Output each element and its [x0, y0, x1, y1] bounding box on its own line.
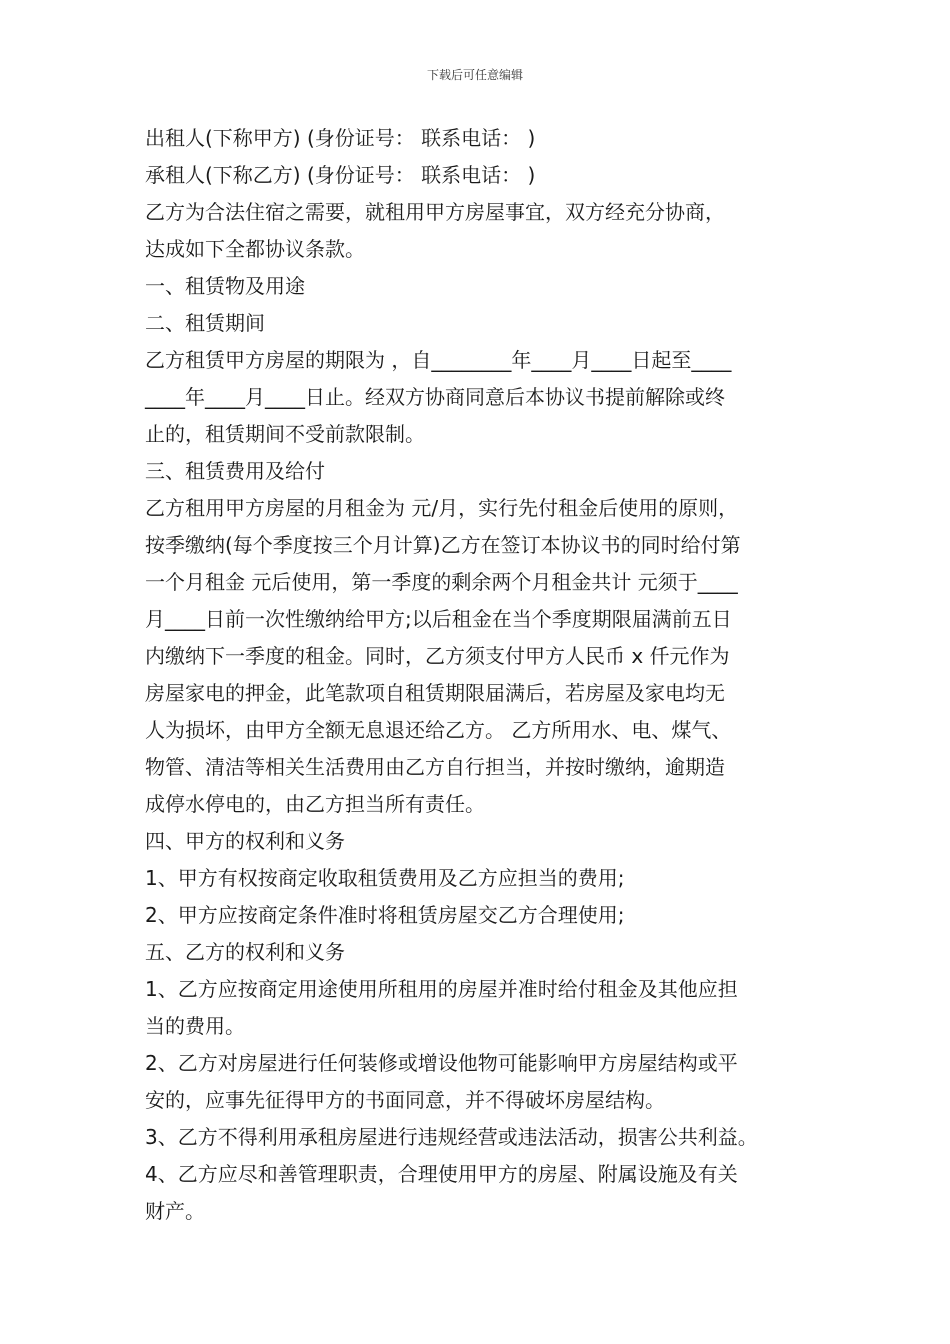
text-line: 月____日前一次性缴纳给甲方;以后租金在当个季度期限届满前五日	[145, 607, 732, 631]
text-line: 人为损坏，由甲方全额无息退还给乙方。 乙方所用水、电、煤气、	[145, 718, 732, 742]
text-line: 2、甲方应按商定条件准时将租赁房屋交乙方合理使用;	[145, 903, 625, 927]
text-line: 2、乙方对房屋进行任何装修或增设他物可能影响甲方房屋结构或平	[145, 1051, 738, 1075]
section-heading: 五、乙方的权利和义务	[145, 940, 345, 964]
text-line: 一个月租金 元后使用，第一季度的剩余两个月租金共计 元须于____	[145, 570, 738, 594]
text-line: 成停水停电的，由乙方担当所有责任。	[145, 792, 485, 816]
section-heading: 四、甲方的权利和义务	[145, 829, 345, 853]
text-line: 乙方租赁甲方房屋的期限为 ，自________年____月____日起至____	[145, 348, 732, 372]
text-line: 3、乙方不得利用承租房屋进行违规经营或违法活动，损害公共利益。	[145, 1125, 758, 1149]
section-heading: 一、租赁物及用途	[145, 274, 305, 298]
contract-body	[145, 120, 825, 1230]
text-line: 按季缴纳(每个季度按三个月计算)乙方在签订本协议书的同时给付第	[145, 533, 741, 557]
text-line: 安的，应事先征得甲方的书面同意，并不得破坏房屋结构。	[145, 1088, 665, 1112]
text-line: 当的费用。	[145, 1014, 245, 1038]
text-line: 承租人(下称乙方) (身份证号： 联系电话： )	[145, 163, 536, 187]
text-line: ____年____月____日止。经双方协商同意后本协议书提前解除或终	[145, 385, 725, 409]
text-line: 财产。	[145, 1199, 205, 1223]
text-line: 达成如下全都协议条款。	[145, 237, 365, 261]
section-heading: 二、租赁期间	[145, 311, 265, 335]
text-line: 内缴纳下一季度的租金。同时，乙方须支付甲方人民币 x 仟元作为	[145, 644, 730, 668]
text-line: 乙方为合法住宿之需要，就租用甲方房屋事宜，双方经充分协商，	[145, 200, 725, 224]
page-header-note: 下载后可任意编辑	[426, 68, 523, 82]
text-line: 出租人(下称甲方) (身份证号： 联系电话： )	[145, 126, 536, 150]
text-line: 止的，租赁期间不受前款限制。	[145, 422, 425, 446]
text-line: 1、甲方有权按商定收取租赁费用及乙方应担当的费用;	[145, 866, 625, 890]
text-line: 物管、清洁等相关生活费用由乙方自行担当，并按时缴纳，逾期造	[145, 755, 725, 779]
text-line: 房屋家电的押金，此笔款项自租赁期限届满后，若房屋及家电均无	[145, 681, 725, 705]
text-line: 1、乙方应按商定用途使用所租用的房屋并准时给付租金及其他应担	[145, 977, 738, 1001]
section-heading: 三、租赁费用及给付	[145, 459, 325, 483]
text-line: 乙方租用甲方房屋的月租金为 元/月，实行先付租金后使用的原则，	[145, 496, 739, 520]
text-line: 4、乙方应尽和善管理职责，合理使用甲方的房屋、附属设施及有关	[145, 1162, 738, 1186]
